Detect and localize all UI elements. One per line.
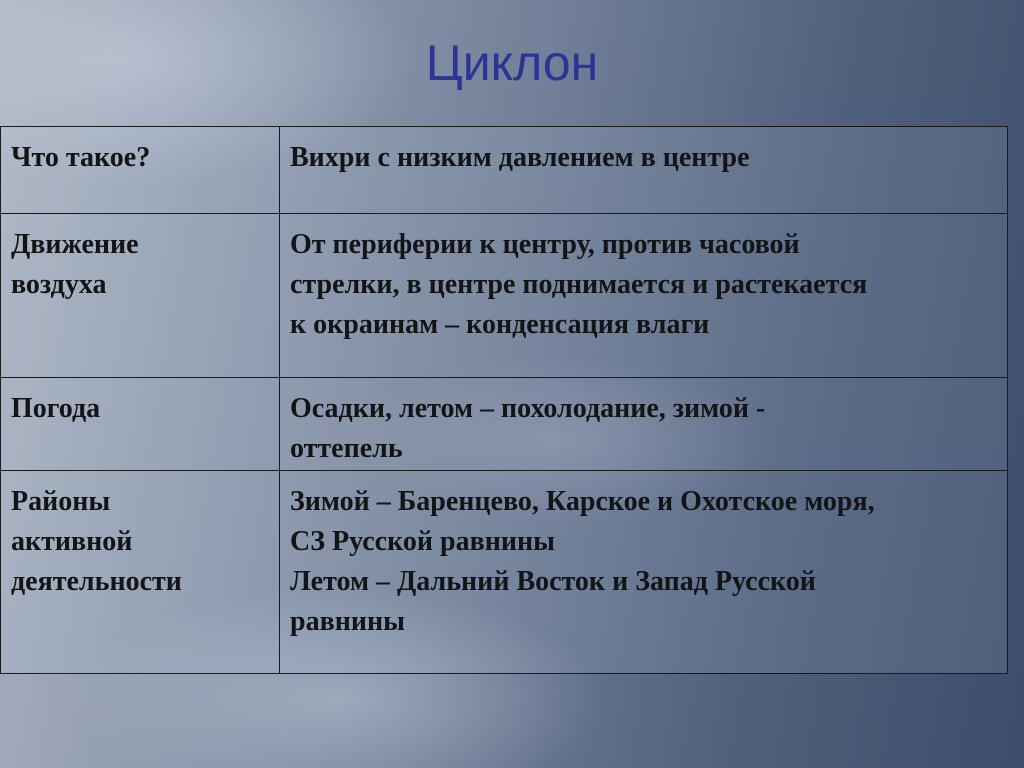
cell-text-line: Зимой – Баренцево, Карское и Охотское моря,: [290, 486, 875, 517]
cell-text-line: Осадки, летом – похолодание, зимой -: [290, 393, 766, 424]
cell-text-line: активной: [11, 526, 133, 557]
cell-text-line: воздуха: [11, 269, 107, 300]
cell-text-line: От периферии к центру, против часовой: [290, 229, 800, 260]
cell-text-line: Районы: [11, 486, 111, 517]
cell-text-line: СЗ Русской равнины: [290, 526, 555, 557]
table-row: [1, 471, 1008, 674]
row-label-cell: [1, 471, 280, 674]
slide-title: Циклон: [425, 35, 599, 91]
table-row: [1, 127, 1008, 214]
cell-text-line: деятельности: [11, 566, 182, 597]
row-label-cell: [1, 378, 280, 471]
row-label-cell: [1, 214, 280, 378]
row-value-cell: [280, 127, 1008, 214]
row-value-cell: [280, 471, 1008, 674]
cell-text-line: Вихри с низким давлением в центре: [290, 142, 750, 173]
cell-text-line: оттепель: [290, 433, 403, 464]
table-row: [1, 378, 1008, 471]
cyclone-info-table: [0, 126, 1008, 674]
row-value-cell: [280, 214, 1008, 378]
cell-text-line: Движение: [11, 229, 139, 260]
cell-text-line: Что такое?: [11, 142, 151, 173]
table-row: [1, 214, 1008, 378]
cell-text-line: Погода: [11, 393, 101, 424]
cell-text-line: стрелки, в центре поднимается и растекается: [290, 269, 868, 300]
cell-text-line: к окраинам – конденсация влаги: [290, 309, 710, 340]
cell-text-line: равнины: [290, 606, 405, 637]
row-label-cell: [1, 127, 280, 214]
row-value-cell: [280, 378, 1008, 471]
cell-text-line: Летом – Дальний Восток и Запад Русской: [290, 566, 816, 597]
